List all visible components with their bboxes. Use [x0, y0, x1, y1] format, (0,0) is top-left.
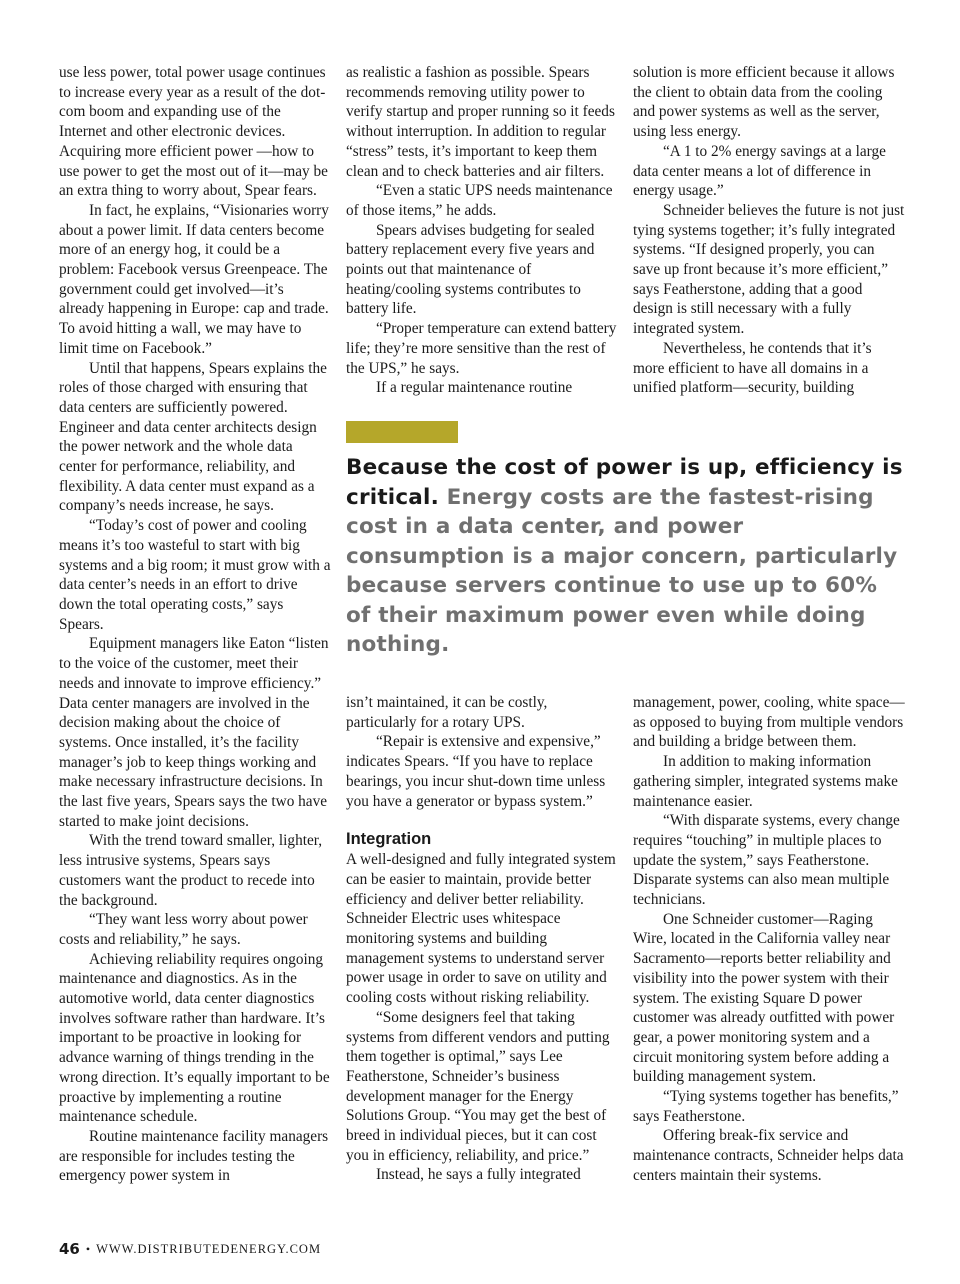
article-column-right-top: [633, 63, 905, 398]
pull-quote-lead: Because the cost of power is up, efficiency is critical.: [346, 455, 903, 510]
paragraph: Routine maintenance facility managers are responsible for includes testing the emergency power system in: [59, 1127, 329, 1185]
paragraph: Achieving reliability requires ongoing maintenance and diagnostics. As in the automotive world, data center diagnostics involves software rather than hardware. It’s important to be proactive in looking for advance warning of things trending in the wrong direction. It’s equally important to be proactive by implementing a routine maintenance schedule.: [59, 950, 330, 1126]
paragraph: use less power, total power usage continues to increase every year as a result of the dot-com boom and expanding use of the Internet and other electronic devices. Acquiring more efficient power —how to use power to get the most out of it—may be an extra thing to worry about, Spear fears.: [59, 64, 328, 200]
paragraph: isn’t maintained, it can be costly, particularly for a rotary UPS.: [346, 694, 548, 731]
paragraph: “A 1 to 2% energy savings at a large data center means a lot of difference in energy usage.”: [633, 142, 886, 200]
paragraph: solution is more efficient because it allows the client to obtain data from the cooling and power systems as well as the server, using less energy.: [633, 64, 895, 141]
page-number: 46: [59, 1240, 80, 1258]
pull-quote-text: [346, 453, 906, 660]
paragraph: Equipment managers like Eaton “listen to the voice of the customer, meet their needs and innovate to improve efficiency.” Data center managers are involved in the decision making about the choice of systems. Once installed, it’s the facility manager’s job to keep things working and make necessary infrastructure decisions. In the last five years, Spears says the two have started to make joint decisions.: [59, 635, 329, 830]
paragraph: In addition to making information gathering simpler, integrated systems make maintenance easier.: [633, 753, 898, 810]
paragraph: Schneider believes the future is not just tying systems together; it’s fully integrated systems. “If designed properly, you can save up front because it’s more efficient,” says Featherstone, adding that a good design is still necessary with a fully integrated system.: [633, 201, 905, 338]
paragraph: “With disparate systems, every change requires “touching” in multiple places to update the system,” says Featherstone. Disparate systems can also mean multiple technicians.: [633, 812, 900, 909]
pull-quote-body: Energy costs are the fastest-rising cost in a data center, and power consumption is a major concern, particularly because servers continue to use up to 60% of their maximum power even while doing nothing.: [346, 484, 898, 657]
paragraph: management, power, cooling, white space—as opposed to buying from multiple vendors and building a bridge between them.: [633, 694, 905, 751]
page-footer: [59, 1240, 321, 1258]
paragraph: With the trend toward smaller, lighter, less intrusive systems, Spears says customers want the product to recede into the background.: [59, 832, 323, 909]
article-column-middle-top: [346, 63, 618, 398]
paragraph: “Tying systems together has benefits,” says Featherstone.: [633, 1088, 899, 1125]
pull-quote-accent-bar: [346, 421, 458, 443]
paragraph: “Proper temperature can extend battery life; they’re more sensitive than the rest of the UPS,” he says.: [346, 320, 617, 377]
pull-quote: [346, 421, 906, 660]
footer-bullet: •: [85, 1241, 91, 1256]
paragraph: “Today’s cost of power and cooling means it’s too wasteful to start with big systems and a big room; it must grow with a data center’s needs in an effort to drive down the total operating costs,” says Spears.: [59, 517, 331, 633]
section-subhead: Integration: [346, 830, 432, 849]
paragraph: as realistic a fashion as possible. Spears recommends removing utility power to verify startup and proper running so it feeds without interruption. In addition to regular “stress” tests, it’s important to keep them clean and to check batteries and air filters.: [346, 64, 615, 180]
paragraph: “Some designers feel that taking systems from different vendors and putting them together is optimal,” says Lee Featherstone, Schneider’s business development manager for the Energy Solutions Group. “You may get the best of breed in individual pieces, but it can cost you in efficiency, reliability, and price.”: [346, 1008, 610, 1164]
paragraph: Offering break-fix service and maintenance contracts, Schneider helps data centers maintain their systems.: [633, 1127, 904, 1184]
paragraph: Spears advises budgeting for sealed battery replacement every five years and points out that maintenance of heating/cooling systems contributes to battery life.: [346, 221, 595, 318]
article-column-middle-bottom: [346, 693, 618, 1185]
paragraph: “They want less worry about power costs and reliability,” he says.: [59, 911, 308, 948]
article-column-left: [59, 63, 331, 1186]
paragraph: In fact, he explains, “Visionaries worry about a power limit. If data centers become more of an energy hog, it could be a problem: Facebook versus Greenpeace. The government could get involved—it’s already happening in Europe: cap and trade. To avoid hitting a wall, we may have to limit time on Facebook.”: [59, 201, 329, 357]
paragraph: A well-designed and fully integrated system can be easier to maintain, provide better efficiency and deliver better reliability. Schneider Electric uses whitespace monitoring systems and building management systems to understand server power usage in order to save on utility and cooling costs without risking reliability.: [346, 851, 616, 1007]
paragraph: Until that happens, Spears explains the roles of those charged with ensuring that data centers are sufficiently powered. Engineer and data center architects design the power network and the whole data center for performance, reliability, and flexibility. A data center must expand as a company’s needs increase, he says.: [59, 359, 327, 515]
paragraph: Nevertheless, he contends that it’s more efficient to have all domains in a unified platform—security, building: [633, 339, 872, 397]
paragraph: If a regular maintenance routine: [376, 379, 573, 397]
paragraph: “Even a static UPS needs maintenance of those items,” he adds.: [346, 182, 613, 219]
website-url: WWW.DISTRIBUTEDENERGY.COM: [96, 1241, 322, 1256]
paragraph: “Repair is extensive and expensive,” indicates Spears. “If you have to replace bearings, you incur shut-down time unless you have a generator or bypass system.”: [346, 733, 606, 810]
paragraph: One Schneider customer—Raging Wire, located in the California valley near Sacramento—reports better reliability and visibility into the power system with their system. The existing Square D power customer was already outfitted with power gear, a power monitoring system and a circuit monitoring system before adding a building management system.: [633, 910, 895, 1086]
paragraph: Instead, he says a fully integrated: [376, 1166, 581, 1184]
article-column-right-bottom: [633, 693, 905, 1186]
